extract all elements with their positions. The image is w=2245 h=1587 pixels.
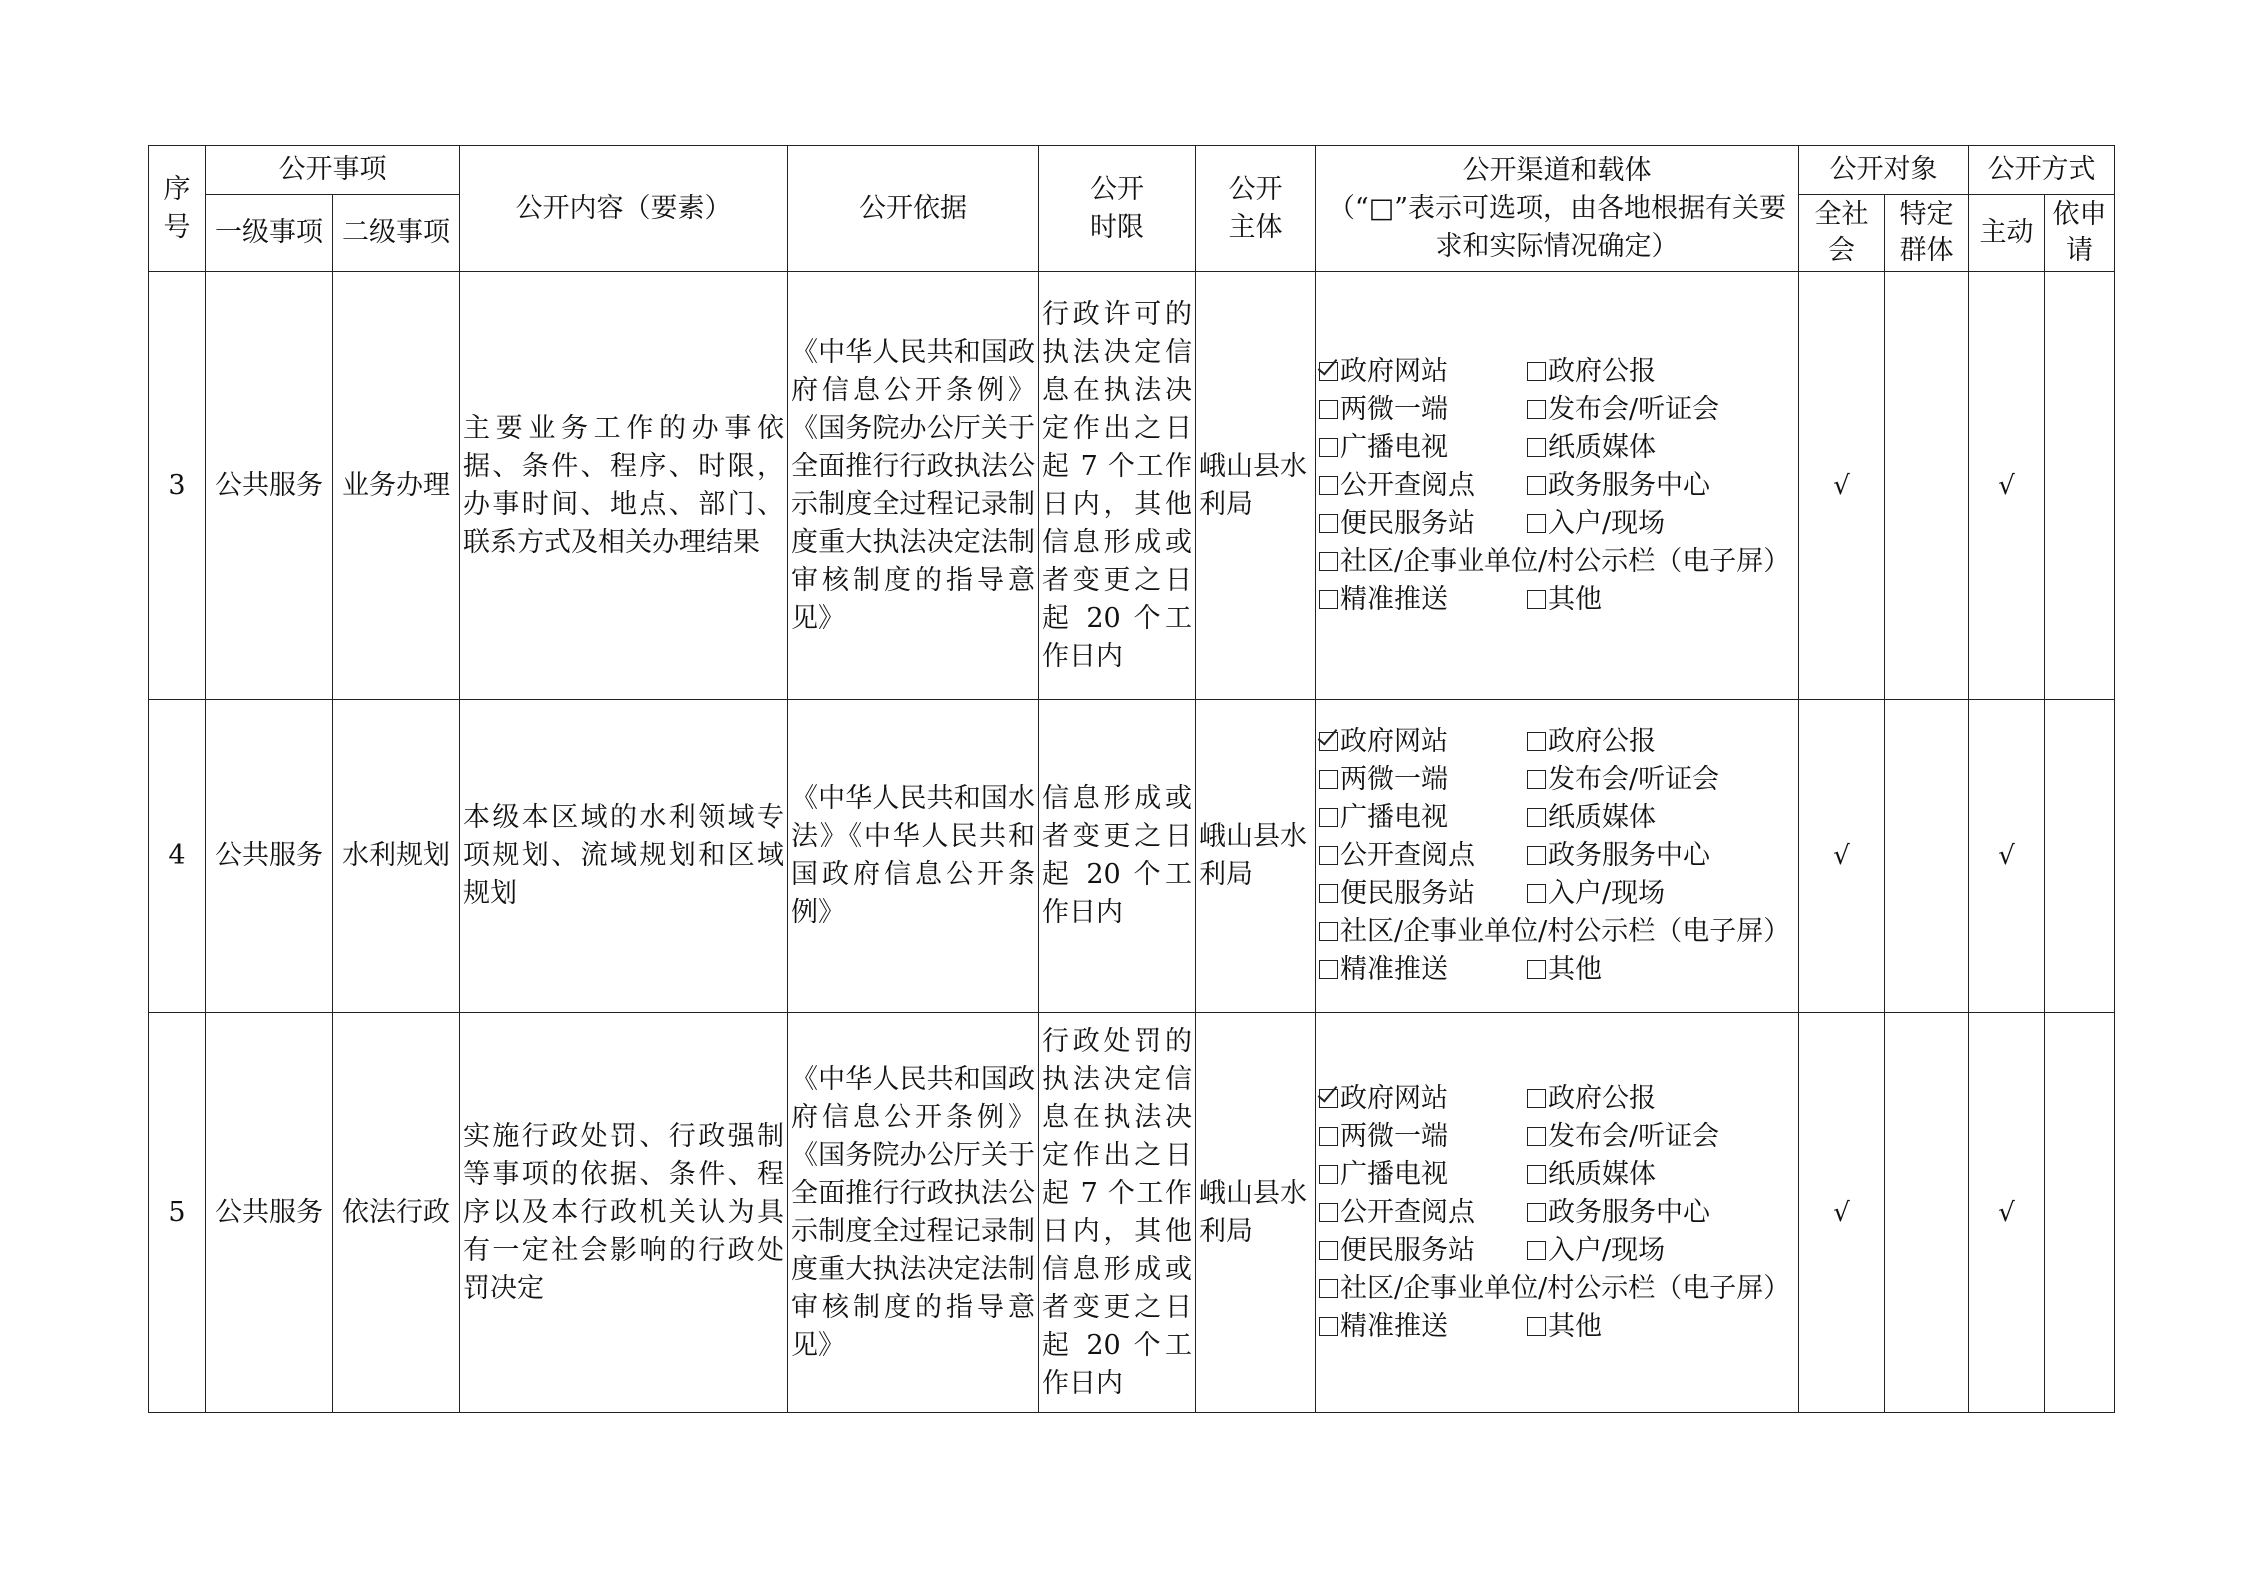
table-row [149, 700, 2115, 1013]
checkbox-other[interactable] [1527, 590, 1546, 609]
checkbox-reading[interactable] [1319, 1203, 1338, 1222]
row-basis: 《中华人民共和国水法》《中华人民共和国政府信息公开条例》 [788, 700, 1039, 1013]
option-label: 广播电视 [1340, 802, 1448, 833]
row-level1: 公共服务 [206, 272, 333, 700]
option-label: 政府公报 [1548, 726, 1656, 757]
row-level2: 水利规划 [333, 700, 460, 1013]
row-time-limit: 信息形成或者变更之日起 20 个工作日内 [1039, 700, 1196, 1013]
header-method: 公开方式 [1969, 146, 2115, 195]
checkbox-paper[interactable] [1527, 1165, 1546, 1184]
option-label: 入户/现场 [1548, 1234, 1666, 1266]
row-level2: 业务办理 [333, 272, 460, 700]
checkbox-other[interactable] [1527, 960, 1546, 979]
row-target-all: √ [1799, 1013, 1885, 1413]
checkbox-gov-gazette[interactable] [1527, 732, 1546, 751]
checkbox-tv[interactable] [1319, 438, 1338, 457]
option-label: 公开查阅点 [1340, 1196, 1475, 1228]
checkbox-door[interactable] [1527, 1241, 1546, 1260]
header-row-1 [149, 146, 2115, 195]
table-row [149, 272, 2115, 700]
header-method-apply: 依申请 [2045, 195, 2115, 272]
option-label: 其他 [1548, 1310, 1602, 1342]
option-label: 纸质媒体 [1548, 431, 1656, 463]
option-label: 公开查阅点 [1340, 840, 1475, 871]
row-level1: 公共服务 [206, 1013, 333, 1413]
option-label: 便民服务站 [1340, 1234, 1475, 1266]
option-label: 发布会/听证会 [1548, 1120, 1720, 1152]
option-label: 社区/企事业单位/村公示栏（电子屏） [1340, 1272, 1791, 1304]
option-label: 发布会/听证会 [1548, 764, 1720, 795]
header-level2: 二级事项 [333, 195, 460, 272]
checkbox-gov-site[interactable] [1319, 732, 1338, 751]
row-target-group [1885, 272, 1969, 700]
option-label: 广播电视 [1340, 1158, 1448, 1190]
checkbox-gov-gazette[interactable] [1527, 1089, 1546, 1108]
row-method-apply [2045, 700, 2115, 1013]
row-subject: 峨山县水利局 [1196, 272, 1316, 700]
checkbox-board[interactable] [1319, 1279, 1338, 1298]
option-label: 发布会/听证会 [1548, 393, 1720, 425]
checkbox-service-center[interactable] [1527, 476, 1546, 495]
checkbox-gov-gazette[interactable] [1527, 362, 1546, 381]
row-level2: 依法行政 [333, 1013, 460, 1413]
row-time-limit: 行政许可的执法决定信息在执法决定作出之日起 7 个工作日内，其他信息形成或者变更之日起 20 个工作日内 [1039, 272, 1196, 700]
row-content: 本级本区域的水利领域专项规划、流域规划和区域规划 [460, 700, 788, 1013]
header-level1: 一级事项 [206, 195, 333, 272]
row-target-group [1885, 700, 1969, 1013]
option-label: 政务服务中心 [1548, 1196, 1710, 1228]
header-basis: 公开依据 [788, 146, 1039, 272]
checkbox-push[interactable] [1319, 1317, 1338, 1336]
row-basis: 《中华人民共和国政府信息公开条例》《国务院办公厅关于全面推行行政执法公示制度全过程记录制度重大执法决定法制审核制度的指导意见》 [788, 272, 1039, 700]
option-label: 两微一端 [1340, 1120, 1448, 1152]
checkbox-wechat[interactable] [1319, 1127, 1338, 1146]
header-subject: 公开主体 [1196, 146, 1316, 272]
option-label: 广播电视 [1340, 431, 1448, 463]
header-target-group: 特定群体 [1885, 195, 1969, 272]
row-content: 实施行政处罚、行政强制等事项的依据、条件、程序以及本行政机关认为具有一定社会影响的行政处罚决定 [460, 1013, 788, 1413]
checkbox-press[interactable] [1527, 770, 1546, 789]
option-label: 入户/现场 [1548, 507, 1666, 539]
row-time-limit: 行政处罚的执法决定信息在执法决定作出之日起 7 个工作日内，其他信息形成或者变更之日起 20 个工作日内 [1039, 1013, 1196, 1413]
row-method-active: √ [1969, 272, 2045, 700]
checkbox-station[interactable] [1319, 514, 1338, 533]
option-label: 政务服务中心 [1548, 840, 1710, 871]
option-label: 便民服务站 [1340, 878, 1475, 909]
checkbox-gov-site[interactable] [1319, 1089, 1338, 1108]
row-method-apply [2045, 1013, 2115, 1413]
checkbox-wechat[interactable] [1319, 400, 1338, 419]
option-label: 便民服务站 [1340, 507, 1475, 539]
row-target-all: √ [1799, 700, 1885, 1013]
option-label: 精准推送 [1340, 583, 1448, 615]
header-content: 公开内容（要素） [460, 146, 788, 272]
checkbox-paper[interactable] [1527, 438, 1546, 457]
option-label: 社区/企事业单位/村公示栏（电子屏） [1340, 916, 1791, 947]
header-time-limit: 公开时限 [1039, 146, 1196, 272]
checkbox-press[interactable] [1527, 400, 1546, 419]
option-label: 社区/企事业单位/村公示栏（电子屏） [1340, 545, 1791, 577]
row-subject: 峨山县水利局 [1196, 700, 1316, 1013]
checkbox-door[interactable] [1527, 514, 1546, 533]
option-label: 精准推送 [1340, 954, 1448, 985]
option-label: 两微一端 [1340, 764, 1448, 795]
row-method-active: √ [1969, 700, 2045, 1013]
row-method-active: √ [1969, 1013, 2045, 1413]
table-row [149, 1013, 2115, 1413]
row-target-all: √ [1799, 272, 1885, 700]
checkbox-gov-site[interactable] [1319, 362, 1338, 381]
checkbox-service-center[interactable] [1527, 846, 1546, 865]
option-label: 其他 [1548, 954, 1602, 985]
checkbox-reading[interactable] [1319, 476, 1338, 495]
header-channels-note: （“□”表示可选项，由各地根据有关要求和实际情况确定） [1327, 192, 1787, 262]
row-basis: 《中华人民共和国政府信息公开条例》《国务院办公厅关于全面推行行政执法公示制度全过程记录制度重大执法决定法制审核制度的指导意见》 [788, 1013, 1039, 1413]
header-seq: 序号 [149, 146, 206, 272]
header-method-active: 主动 [1969, 195, 2045, 272]
header-matter: 公开事项 [206, 146, 460, 195]
row-channels [1316, 1013, 1799, 1413]
row-seq: 3 [149, 272, 206, 700]
disclosure-table [148, 145, 2115, 1413]
option-label: 纸质媒体 [1548, 1158, 1656, 1190]
header-channels [1316, 146, 1799, 272]
checkbox-board[interactable] [1319, 552, 1338, 571]
option-label: 政府网站 [1340, 355, 1448, 387]
checkbox-station[interactable] [1319, 884, 1338, 903]
option-label: 公开查阅点 [1340, 469, 1475, 501]
row-content: 主要业务工作的办事依据、条件、程序、时限，办事时间、地点、部门、联系方式及相关办理结果 [460, 272, 788, 700]
option-label: 纸质媒体 [1548, 802, 1656, 833]
option-label: 政务服务中心 [1548, 469, 1710, 501]
checkbox-board[interactable] [1319, 922, 1338, 941]
option-label: 入户/现场 [1548, 878, 1666, 909]
option-label: 精准推送 [1340, 1310, 1448, 1342]
checkbox-reading[interactable] [1319, 846, 1338, 865]
option-label: 其他 [1548, 583, 1602, 615]
row-channels [1316, 700, 1799, 1013]
header-target: 公开对象 [1799, 146, 1969, 195]
checkbox-door[interactable] [1527, 884, 1546, 903]
row-method-apply [2045, 272, 2115, 700]
option-label: 政府网站 [1340, 726, 1448, 757]
checkbox-wechat[interactable] [1319, 770, 1338, 789]
header-target-all: 全社会 [1799, 195, 1885, 272]
option-label: 政府公报 [1548, 355, 1656, 387]
checkbox-press[interactable] [1527, 1127, 1546, 1146]
checkbox-paper[interactable] [1527, 808, 1546, 827]
row-level1: 公共服务 [206, 700, 333, 1013]
row-seq: 5 [149, 1013, 206, 1413]
checkbox-station[interactable] [1319, 1241, 1338, 1260]
option-label: 两微一端 [1340, 393, 1448, 425]
row-target-group [1885, 1013, 1969, 1413]
option-label: 政府公报 [1548, 1082, 1656, 1114]
checkbox-service-center[interactable] [1527, 1203, 1546, 1222]
row-subject: 峨山县水利局 [1196, 1013, 1316, 1413]
checkbox-other[interactable] [1527, 1317, 1546, 1336]
row-seq: 4 [149, 700, 206, 1013]
checkbox-push[interactable] [1319, 590, 1338, 609]
row-channels [1316, 272, 1799, 700]
checkbox-tv[interactable] [1319, 808, 1338, 827]
option-label: 政府网站 [1340, 1082, 1448, 1114]
checkbox-push[interactable] [1319, 960, 1338, 979]
checkbox-tv[interactable] [1319, 1165, 1338, 1184]
header-channels-title: 公开渠道和载体 [1462, 154, 1652, 186]
